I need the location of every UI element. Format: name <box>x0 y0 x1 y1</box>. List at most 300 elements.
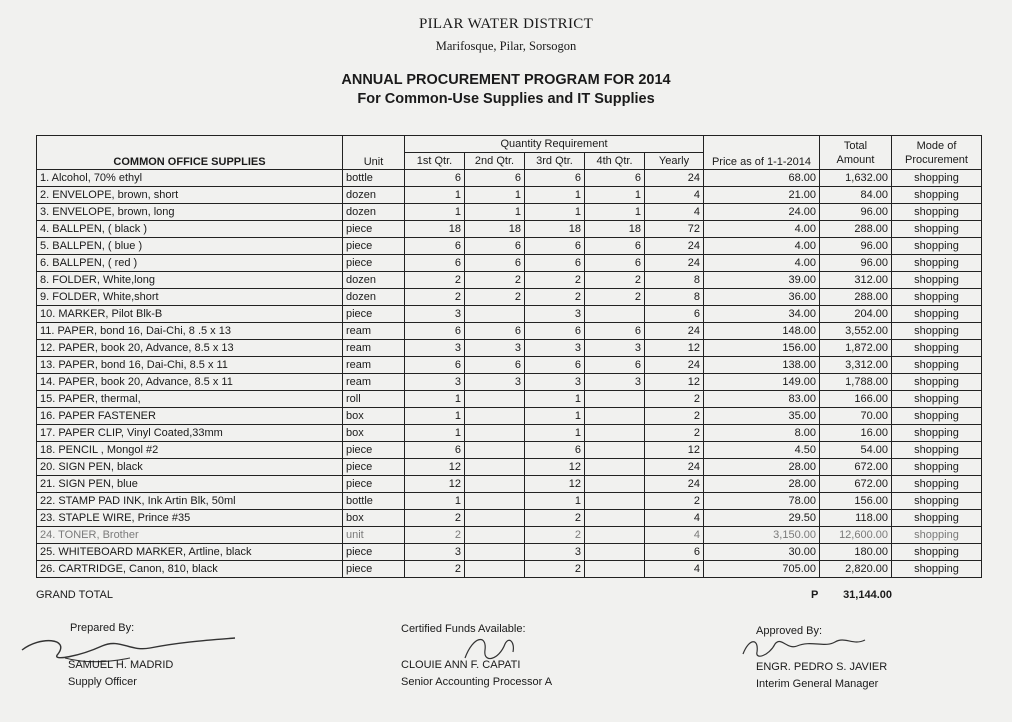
cell-q2: 6 <box>465 255 525 272</box>
table-row <box>37 408 982 425</box>
cell-mode: shopping <box>892 374 982 391</box>
cell-total: 118.00 <box>820 510 892 527</box>
cell-unit: piece <box>343 306 405 323</box>
cell-price: 83.00 <box>704 391 820 408</box>
cell-mode: shopping <box>892 527 982 544</box>
cell-yearly: 4 <box>645 187 704 204</box>
cell-q2: 3 <box>465 340 525 357</box>
cell-item: 10. MARKER, Pilot Blk-B <box>37 306 343 323</box>
table-body <box>37 170 982 578</box>
cell-mode: shopping <box>892 340 982 357</box>
certified-by-label: Certified Funds Available: <box>401 623 526 635</box>
cell-mode: shopping <box>892 306 982 323</box>
cell-price: 21.00 <box>704 187 820 204</box>
cell-mode: shopping <box>892 323 982 340</box>
cell-price: 4.00 <box>704 221 820 238</box>
col-header-mode-l1: Mode of <box>916 139 957 152</box>
cell-q4: 6 <box>585 255 645 272</box>
cell-price: 36.00 <box>704 289 820 306</box>
cell-item: 14. PAPER, book 20, Advance, 8.5 x 11 <box>37 374 343 391</box>
cell-yearly: 2 <box>645 493 704 510</box>
cell-unit: dozen <box>343 204 405 221</box>
cell-item: 3. ENVELOPE, brown, long <box>37 204 343 221</box>
cell-q1: 6 <box>405 357 465 374</box>
cell-q3: 6 <box>525 238 585 255</box>
table-row <box>37 425 982 442</box>
cell-item: 2. ENVELOPE, brown, short <box>37 187 343 204</box>
cell-unit: ream <box>343 340 405 357</box>
cell-unit: unit <box>343 527 405 544</box>
cell-q1: 6 <box>405 255 465 272</box>
cell-q3: 2 <box>525 272 585 289</box>
cell-price: 24.00 <box>704 204 820 221</box>
cell-mode: shopping <box>892 544 982 561</box>
cell-q1: 1 <box>405 425 465 442</box>
table-row <box>37 476 982 493</box>
cell-total: 156.00 <box>820 493 892 510</box>
cell-q1: 3 <box>405 340 465 357</box>
cell-q3: 6 <box>525 170 585 187</box>
cell-q2 <box>465 459 525 476</box>
cell-total: 3,552.00 <box>820 323 892 340</box>
cell-total: 288.00 <box>820 221 892 238</box>
cell-q2 <box>465 544 525 561</box>
cell-q4 <box>585 459 645 476</box>
table-row <box>37 204 982 221</box>
cell-mode: shopping <box>892 510 982 527</box>
cell-q4 <box>585 391 645 408</box>
cell-q3: 6 <box>525 442 585 459</box>
certified-by-position: Senior Accounting Processor A <box>401 676 553 688</box>
cell-total: 84.00 <box>820 187 892 204</box>
cell-unit: piece <box>343 255 405 272</box>
table-row <box>37 442 982 459</box>
col-header-mode-l2: Procurement <box>905 153 968 166</box>
cell-yearly: 2 <box>645 425 704 442</box>
cell-price: 78.00 <box>704 493 820 510</box>
table-row <box>37 527 982 544</box>
cell-q1: 6 <box>405 323 465 340</box>
cell-price: 28.00 <box>704 459 820 476</box>
cell-q3: 1 <box>525 391 585 408</box>
cell-q2: 1 <box>465 187 525 204</box>
cell-q1: 3 <box>405 306 465 323</box>
cell-unit: dozen <box>343 272 405 289</box>
cell-q4: 6 <box>585 170 645 187</box>
cell-mode: shopping <box>892 357 982 374</box>
cell-item: 25. WHITEBOARD MARKER, Artline, black <box>37 544 343 561</box>
cell-q3: 1 <box>525 408 585 425</box>
cell-price: 705.00 <box>704 561 820 578</box>
cell-q1: 1 <box>405 493 465 510</box>
cell-price: 29.50 <box>704 510 820 527</box>
cell-mode: shopping <box>892 408 982 425</box>
cell-mode: shopping <box>892 255 982 272</box>
cell-total: 70.00 <box>820 408 892 425</box>
cell-q4 <box>585 493 645 510</box>
cell-q1: 12 <box>405 459 465 476</box>
cell-q1: 1 <box>405 408 465 425</box>
organization-address: Marifosque, Pilar, Sorsogon <box>435 39 577 53</box>
cell-total: 180.00 <box>820 544 892 561</box>
cell-q1: 3 <box>405 544 465 561</box>
cell-item: 9. FOLDER, White,short <box>37 289 343 306</box>
cell-mode: shopping <box>892 221 982 238</box>
table-row <box>37 187 982 204</box>
col-header-q3: 3rd Qtr. <box>525 153 585 170</box>
document-subtitle: For Common-Use Supplies and IT Supplies <box>357 91 655 107</box>
cell-price: 30.00 <box>704 544 820 561</box>
cell-item: 21. SIGN PEN, blue <box>37 476 343 493</box>
cell-mode: shopping <box>892 289 982 306</box>
table-row <box>37 391 982 408</box>
cell-q3: 2 <box>525 510 585 527</box>
cell-q3: 2 <box>525 527 585 544</box>
cell-q2: 2 <box>465 289 525 306</box>
cell-q4 <box>585 544 645 561</box>
cell-q3: 3 <box>525 340 585 357</box>
cell-total: 1,632.00 <box>820 170 892 187</box>
cell-q1: 3 <box>405 374 465 391</box>
cell-total: 12,600.00 <box>820 527 892 544</box>
cell-item: 8. FOLDER, White,long <box>37 272 343 289</box>
table-row <box>37 544 982 561</box>
cell-price: 39.00 <box>704 272 820 289</box>
cell-mode: shopping <box>892 391 982 408</box>
col-header-mode <box>892 136 982 170</box>
cell-unit: piece <box>343 544 405 561</box>
cell-mode: shopping <box>892 561 982 578</box>
cell-q1: 2 <box>405 527 465 544</box>
cell-q4 <box>585 527 645 544</box>
cell-price: 68.00 <box>704 170 820 187</box>
approved-by-label: Approved By: <box>756 625 823 637</box>
prepared-by-name: SAMUEL H. MADRID <box>68 659 174 671</box>
table-row <box>37 510 982 527</box>
cell-unit: piece <box>343 561 405 578</box>
document-header <box>0 16 1012 107</box>
certified-by-name: CLOUIE ANN F. CAPATI <box>401 659 521 671</box>
cell-price: 34.00 <box>704 306 820 323</box>
cell-q3: 12 <box>525 459 585 476</box>
cell-q3: 3 <box>525 544 585 561</box>
cell-unit: bottle <box>343 170 405 187</box>
cell-total: 3,312.00 <box>820 357 892 374</box>
cell-q1: 2 <box>405 561 465 578</box>
cell-price: 4.00 <box>704 255 820 272</box>
cell-item: 4. BALLPEN, ( black ) <box>37 221 343 238</box>
cell-yearly: 24 <box>645 170 704 187</box>
cell-mode: shopping <box>892 187 982 204</box>
col-header-total-l1: Total <box>843 139 868 152</box>
cell-yearly: 4 <box>645 527 704 544</box>
cell-q4: 1 <box>585 187 645 204</box>
cell-q2: 1 <box>465 204 525 221</box>
cell-yearly: 24 <box>645 255 704 272</box>
cell-mode: shopping <box>892 442 982 459</box>
cell-unit: bottle <box>343 493 405 510</box>
cell-q1: 6 <box>405 442 465 459</box>
cell-unit: ream <box>343 374 405 391</box>
col-header-price: Price as of 1-1-2014 <box>704 136 820 170</box>
approved-by-details <box>756 659 887 693</box>
cell-total: 312.00 <box>820 272 892 289</box>
table-row <box>37 272 982 289</box>
cell-total: 672.00 <box>820 476 892 493</box>
cell-yearly: 12 <box>645 340 704 357</box>
col-header-total <box>820 136 892 170</box>
cell-item: 5. BALLPEN, ( blue ) <box>37 238 343 255</box>
cell-total: 96.00 <box>820 238 892 255</box>
cell-unit: box <box>343 408 405 425</box>
cell-q3: 3 <box>525 306 585 323</box>
approved-by-name: ENGR. PEDRO S. JAVIER <box>756 661 888 673</box>
cell-unit: box <box>343 425 405 442</box>
cell-q1: 1 <box>405 204 465 221</box>
prepared-by-label: Prepared By: <box>70 622 135 634</box>
cell-mode: shopping <box>892 476 982 493</box>
cell-q4: 2 <box>585 289 645 306</box>
cell-yearly: 8 <box>645 272 704 289</box>
cell-q2 <box>465 510 525 527</box>
cell-price: 35.00 <box>704 408 820 425</box>
col-header-q2: 2nd Qtr. <box>465 153 525 170</box>
cell-q2 <box>465 442 525 459</box>
cell-q2 <box>465 306 525 323</box>
prepared-by-details <box>68 657 173 691</box>
cell-mode: shopping <box>892 493 982 510</box>
col-header-q4: 4th Qtr. <box>585 153 645 170</box>
cell-total: 54.00 <box>820 442 892 459</box>
col-header-item: COMMON OFFICE SUPPLIES <box>37 136 343 170</box>
table-row <box>37 306 982 323</box>
cell-price: 8.00 <box>704 425 820 442</box>
cell-yearly: 12 <box>645 442 704 459</box>
cell-item: 26. CARTRIDGE, Canon, 810, black <box>37 561 343 578</box>
table-row <box>37 561 982 578</box>
cell-price: 138.00 <box>704 357 820 374</box>
cell-yearly: 24 <box>645 459 704 476</box>
cell-item: 13. PAPER, bond 16, Dai-Chi, 8.5 x 11 <box>37 357 343 374</box>
grand-total-value: 31,144.00 <box>843 589 892 601</box>
cell-yearly: 12 <box>645 374 704 391</box>
cell-q3: 12 <box>525 476 585 493</box>
cell-total: 288.00 <box>820 289 892 306</box>
col-header-total-l2: Amount <box>836 153 875 166</box>
cell-yearly: 2 <box>645 408 704 425</box>
prepared-by-position: Supply Officer <box>68 676 137 688</box>
cell-q4 <box>585 561 645 578</box>
cell-item: 20. SIGN PEN, black <box>37 459 343 476</box>
cell-unit: dozen <box>343 187 405 204</box>
procurement-table <box>36 135 982 578</box>
table-row <box>37 323 982 340</box>
cell-q4 <box>585 408 645 425</box>
cell-q2: 18 <box>465 221 525 238</box>
document-title: ANNUAL PROCUREMENT PROGRAM FOR 2014 <box>341 72 671 88</box>
cell-item: 23. STAPLE WIRE, Prince #35 <box>37 510 343 527</box>
cell-item: 12. PAPER, book 20, Advance, 8.5 x 13 <box>37 340 343 357</box>
cell-item: 15. PAPER, thermal, <box>37 391 343 408</box>
cell-yearly: 72 <box>645 221 704 238</box>
cell-total: 1,872.00 <box>820 340 892 357</box>
cell-yearly: 8 <box>645 289 704 306</box>
cell-unit: piece <box>343 221 405 238</box>
cell-yearly: 24 <box>645 238 704 255</box>
cell-q2: 6 <box>465 323 525 340</box>
cell-unit: piece <box>343 459 405 476</box>
table-row <box>37 255 982 272</box>
cell-mode: shopping <box>892 459 982 476</box>
cell-yearly: 24 <box>645 357 704 374</box>
cell-item: 17. PAPER CLIP, Vinyl Coated,33mm <box>37 425 343 442</box>
cell-total: 2,820.00 <box>820 561 892 578</box>
cell-item: 1. Alcohol, 70% ethyl <box>37 170 343 187</box>
cell-q4: 3 <box>585 374 645 391</box>
cell-q3: 1 <box>525 493 585 510</box>
cell-item: 16. PAPER FASTENER <box>37 408 343 425</box>
cell-q3: 6 <box>525 255 585 272</box>
cell-price: 148.00 <box>704 323 820 340</box>
cell-item: 24. TONER, Brother <box>37 527 343 544</box>
table-row <box>37 374 982 391</box>
cell-q4: 18 <box>585 221 645 238</box>
cell-yearly: 6 <box>645 306 704 323</box>
cell-unit: dozen <box>343 289 405 306</box>
cell-mode: shopping <box>892 170 982 187</box>
approved-by-position: Interim General Manager <box>756 678 879 690</box>
cell-total: 166.00 <box>820 391 892 408</box>
cell-mode: shopping <box>892 425 982 442</box>
table-row <box>37 289 982 306</box>
cell-q1: 2 <box>405 510 465 527</box>
cell-q3: 1 <box>525 425 585 442</box>
cell-price: 4.50 <box>704 442 820 459</box>
cell-mode: shopping <box>892 204 982 221</box>
table-row <box>37 340 982 357</box>
grand-total-label: GRAND TOTAL <box>36 589 114 601</box>
cell-price: 149.00 <box>704 374 820 391</box>
cell-q2 <box>465 425 525 442</box>
cell-total: 204.00 <box>820 306 892 323</box>
cell-mode: shopping <box>892 238 982 255</box>
cell-total: 96.00 <box>820 204 892 221</box>
cell-unit: box <box>343 510 405 527</box>
cell-q3: 6 <box>525 357 585 374</box>
cell-unit: ream <box>343 357 405 374</box>
certified-by-details <box>401 657 552 691</box>
cell-q1: 1 <box>405 187 465 204</box>
cell-q1: 6 <box>405 170 465 187</box>
cell-q1: 2 <box>405 289 465 306</box>
cell-q4: 6 <box>585 323 645 340</box>
cell-q3: 6 <box>525 323 585 340</box>
cell-total: 1,788.00 <box>820 374 892 391</box>
table-row <box>37 459 982 476</box>
cell-q4 <box>585 306 645 323</box>
cell-q1: 2 <box>405 272 465 289</box>
cell-q3: 1 <box>525 187 585 204</box>
cell-q2 <box>465 391 525 408</box>
cell-price: 3,150.00 <box>704 527 820 544</box>
cell-q2 <box>465 527 525 544</box>
cell-q2: 6 <box>465 170 525 187</box>
cell-q3: 2 <box>525 289 585 306</box>
cell-unit: ream <box>343 323 405 340</box>
cell-q2: 6 <box>465 357 525 374</box>
table-row <box>37 238 982 255</box>
table-row <box>37 493 982 510</box>
cell-q4 <box>585 510 645 527</box>
col-header-unit: Unit <box>343 136 405 170</box>
cell-q3: 1 <box>525 204 585 221</box>
cell-q2 <box>465 476 525 493</box>
cell-q3: 18 <box>525 221 585 238</box>
cell-item: 18. PENCIL , Mongol #2 <box>37 442 343 459</box>
cell-unit: piece <box>343 238 405 255</box>
cell-q4: 3 <box>585 340 645 357</box>
cell-q2: 6 <box>465 238 525 255</box>
cell-q3: 2 <box>525 561 585 578</box>
cell-yearly: 4 <box>645 510 704 527</box>
cell-q2 <box>465 493 525 510</box>
cell-q1: 18 <box>405 221 465 238</box>
cell-yearly: 24 <box>645 323 704 340</box>
cell-item: 22. STAMP PAD INK, Ink Artin Blk, 50ml <box>37 493 343 510</box>
cell-price: 156.00 <box>704 340 820 357</box>
table-row <box>37 170 982 187</box>
cell-q2: 2 <box>465 272 525 289</box>
cell-yearly: 2 <box>645 391 704 408</box>
cell-item: 6. BALLPEN, ( red ) <box>37 255 343 272</box>
cell-q2 <box>465 561 525 578</box>
cell-q4 <box>585 425 645 442</box>
cell-yearly: 24 <box>645 476 704 493</box>
cell-q4 <box>585 476 645 493</box>
cell-q1: 6 <box>405 238 465 255</box>
table-row <box>37 357 982 374</box>
cell-q4: 6 <box>585 238 645 255</box>
cell-unit: piece <box>343 442 405 459</box>
table-row <box>37 221 982 238</box>
cell-unit: roll <box>343 391 405 408</box>
cell-total: 672.00 <box>820 459 892 476</box>
cell-q1: 1 <box>405 391 465 408</box>
cell-q4: 1 <box>585 204 645 221</box>
cell-item: 11. PAPER, bond 16, Dai-Chi, 8 .5 x 13 <box>37 323 343 340</box>
cell-yearly: 6 <box>645 544 704 561</box>
cell-q2 <box>465 408 525 425</box>
cell-q2: 3 <box>465 374 525 391</box>
cell-total: 16.00 <box>820 425 892 442</box>
organization-name: PILAR WATER DISTRICT <box>418 16 594 32</box>
col-header-q1: 1st Qtr. <box>405 153 465 170</box>
cell-q1: 12 <box>405 476 465 493</box>
cell-q4: 6 <box>585 357 645 374</box>
cell-q4: 2 <box>585 272 645 289</box>
cell-unit: piece <box>343 476 405 493</box>
grand-total-currency: P <box>811 589 819 601</box>
cell-yearly: 4 <box>645 204 704 221</box>
cell-mode: shopping <box>892 272 982 289</box>
cell-price: 28.00 <box>704 476 820 493</box>
cell-q4 <box>585 442 645 459</box>
col-header-yearly: Yearly <box>645 153 704 170</box>
cell-price: 4.00 <box>704 238 820 255</box>
col-header-qty-group: Quantity Requirement <box>405 136 704 153</box>
cell-q3: 3 <box>525 374 585 391</box>
cell-total: 96.00 <box>820 255 892 272</box>
